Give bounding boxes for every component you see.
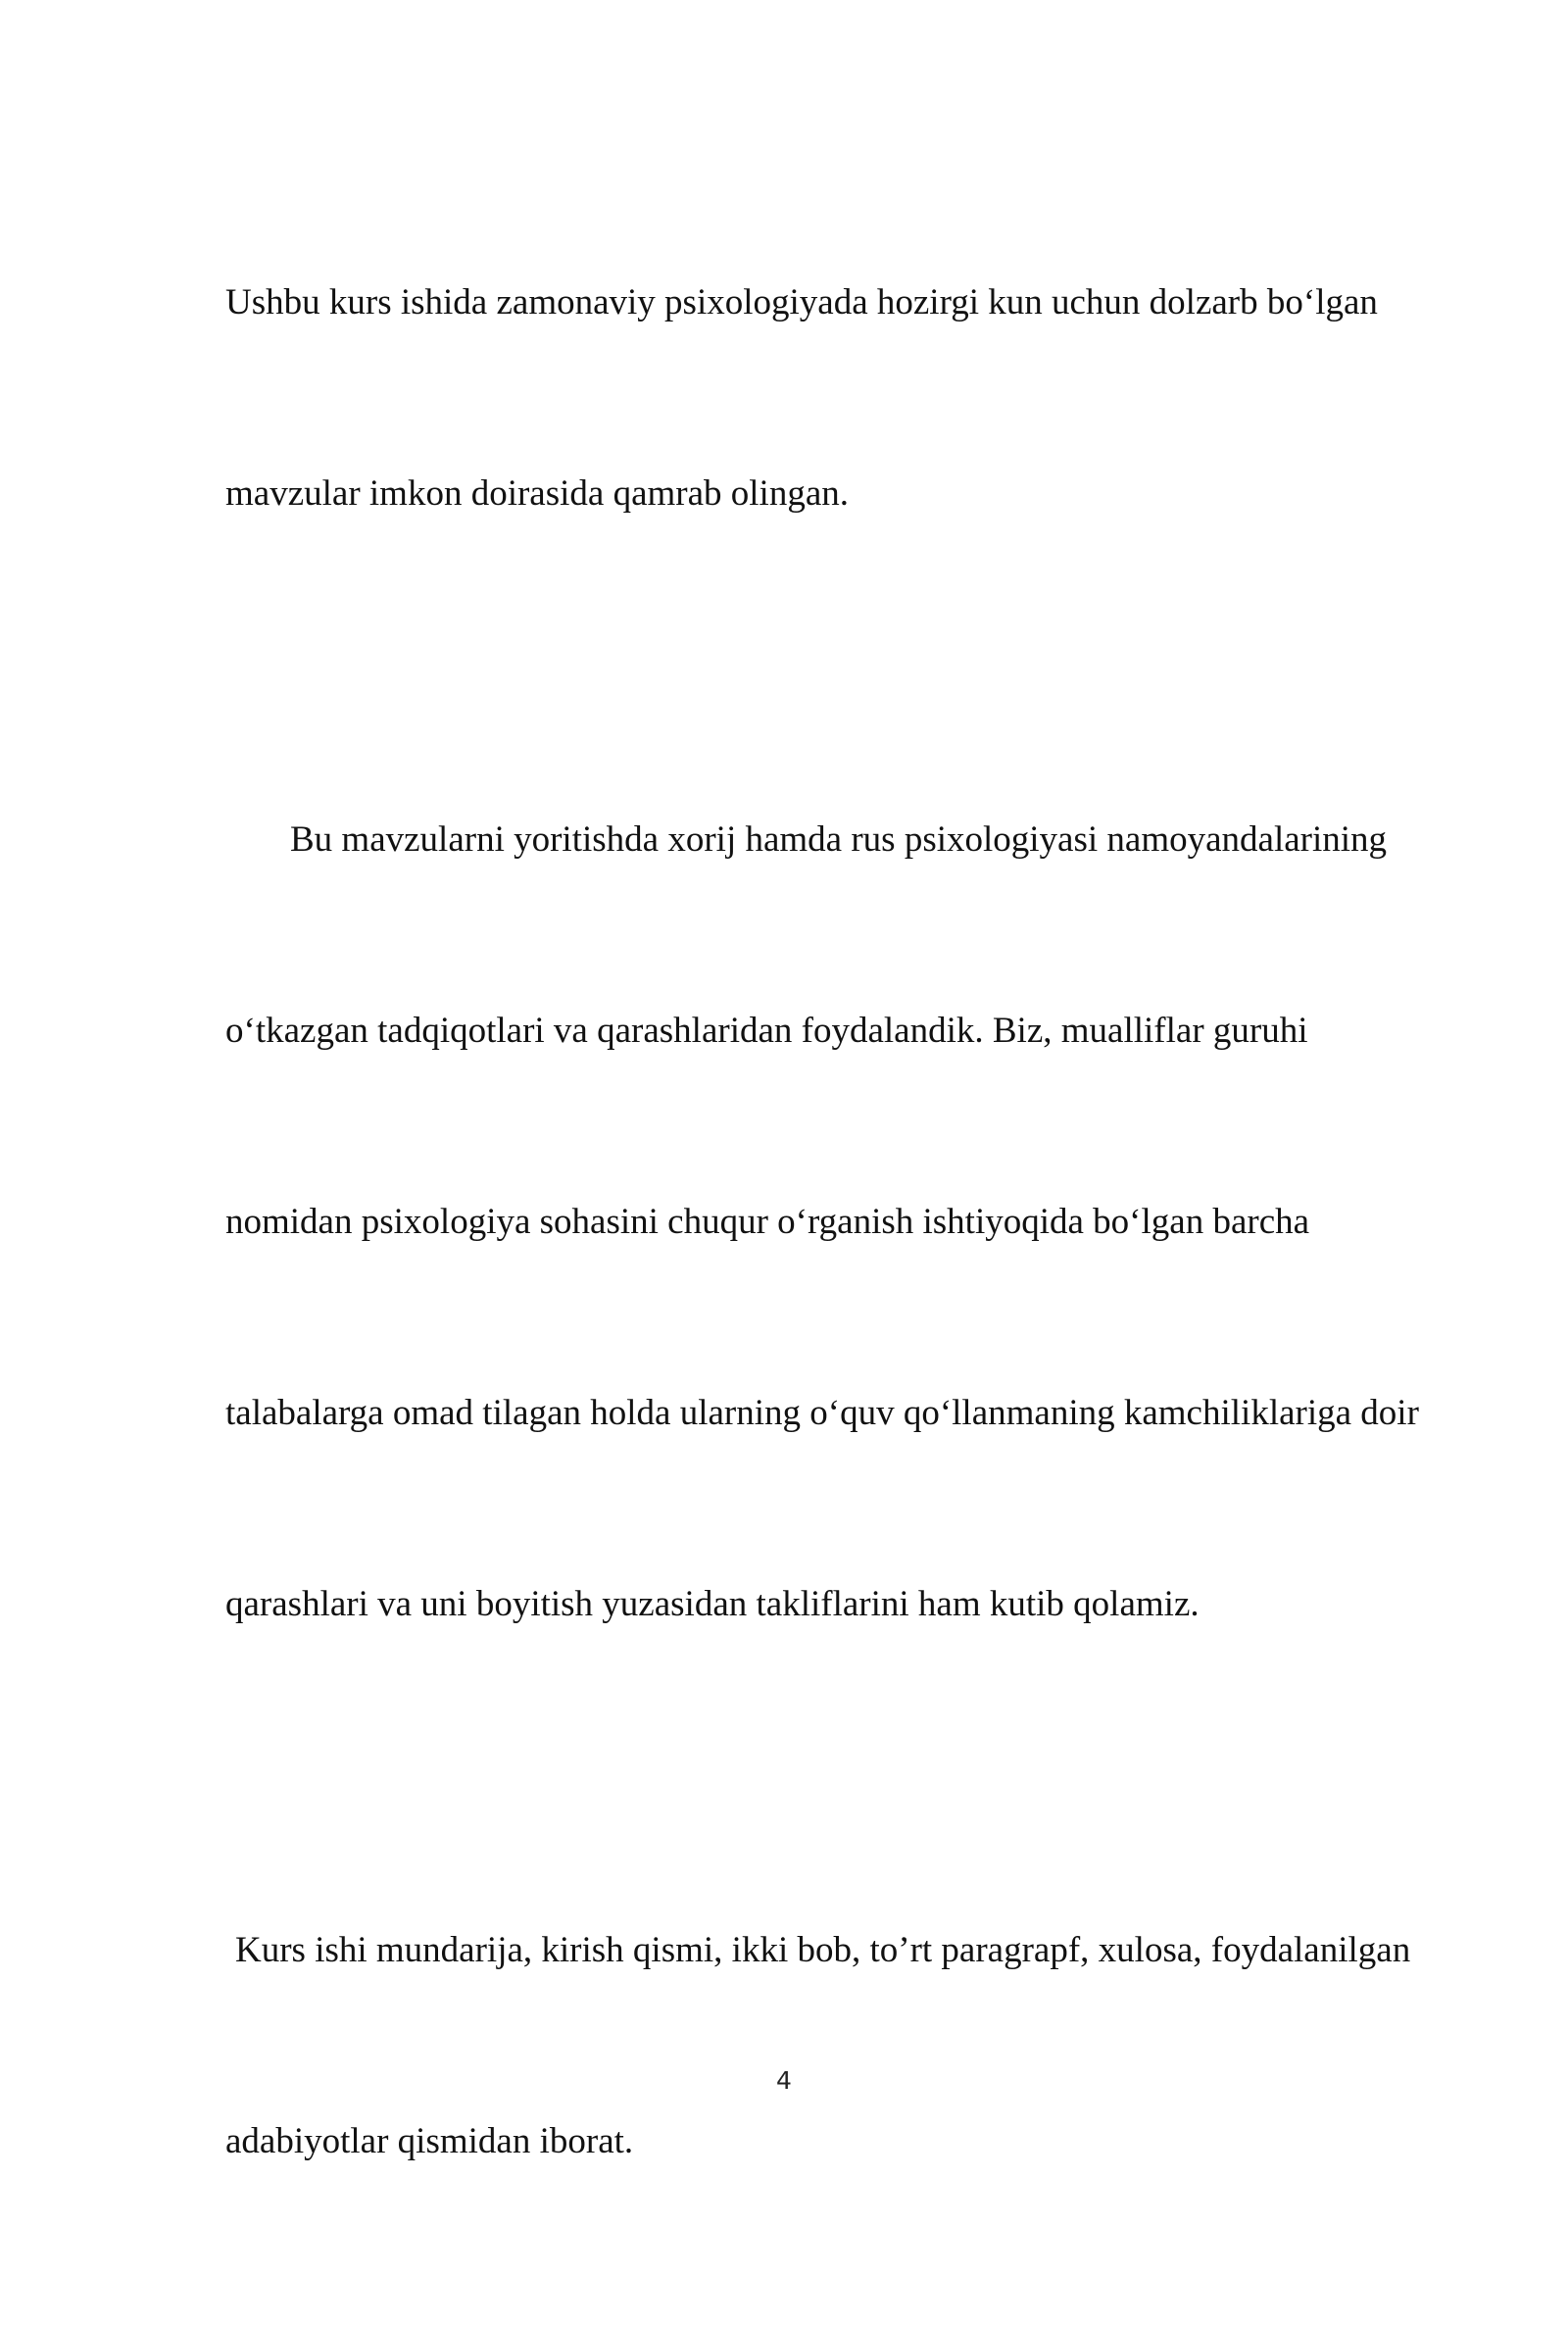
page-number: 4 <box>776 2066 792 2095</box>
paragraph-structure <box>225 1791 1460 2301</box>
paragraph-intro <box>225 143 1460 653</box>
text-line: mavzular imkon doirasida qamrab olingan. <box>225 473 850 514</box>
text-line: adabiyotlar qismidan iborat. <box>225 2121 634 2161</box>
text-line: Kurs ishi mundarija, kirish qismi, ikki bob, to’rt paragrapf, xulosa, foydalanilgan <box>235 1930 1411 1970</box>
paragraph-sources <box>225 680 1460 1763</box>
document-body <box>225 143 1460 2328</box>
text-line: Bu mavzularni yoritishda xorij hamda rus psixologiyasi namoyandalarining <box>290 819 1388 860</box>
text-line: nomidan psixologiya sohasini chuqur oʻrganish ishtiyoqida boʻlgan barcha <box>225 1202 1310 1242</box>
text-line: oʻtkazgan tadqiqotlari va qarashlaridan foydalandik. Biz, mualliflar guruhi <box>225 1011 1308 1051</box>
text-line: Ushbu kurs ishida zamonaviy psixologiyada hozirgi kun uchun dolzarb boʻlgan <box>225 282 1378 322</box>
text-line: talabalarga omad tilagan holda ularning oʻquv qoʻllanmaning kamchiliklariga doir <box>225 1393 1419 1433</box>
text-line: qarashlari va uni boyitish yuzasidan takliflarini ham kutib qolamiz. <box>225 1584 1200 1624</box>
